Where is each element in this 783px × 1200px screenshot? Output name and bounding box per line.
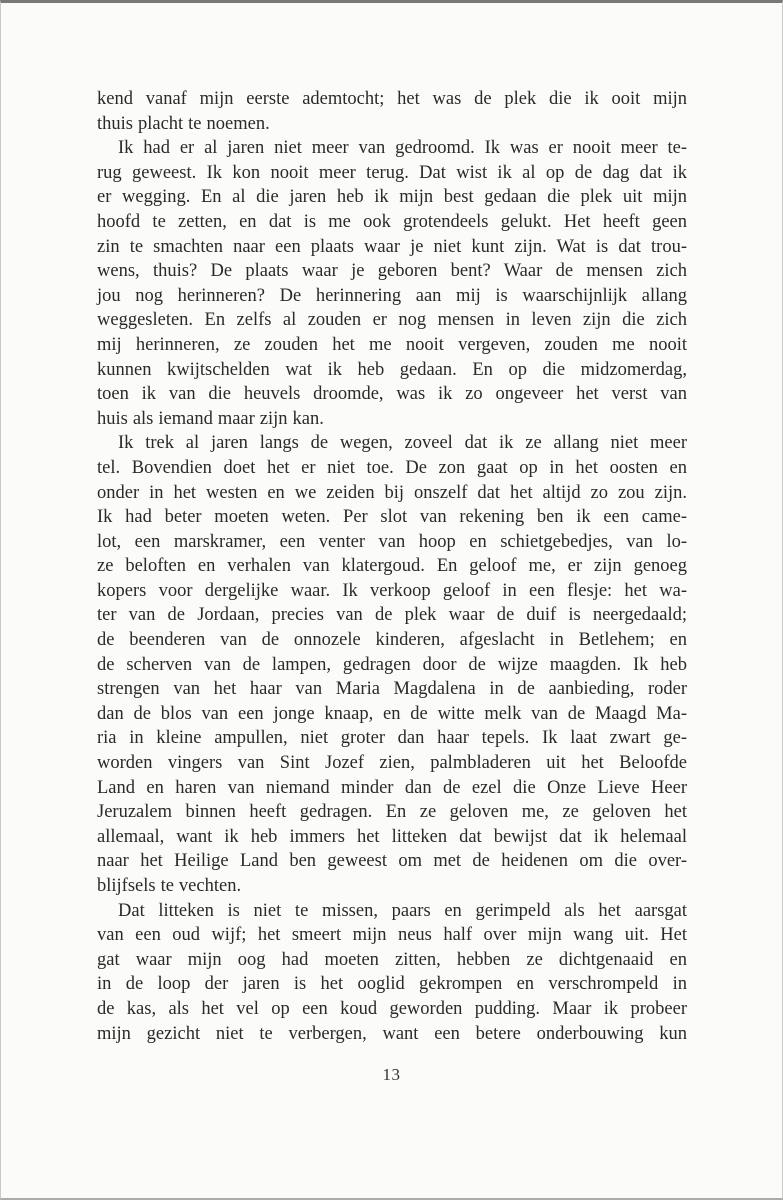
text-line: tel. Bovendien doet het er niet toe. De zon gaat op in het oosten en bbox=[97, 457, 687, 478]
text-line: Ik had er al jaren niet meer van gedroomd. Ik was er nooit meer te- bbox=[118, 138, 687, 159]
text-line: Dat litteken is niet te missen, paars en gerimpeld als het aarsgat bbox=[118, 900, 687, 921]
text-line: in de loop der jaren is het ooglid gekrompen en verschrompeld in bbox=[97, 974, 687, 995]
paragraph bbox=[97, 87, 687, 136]
text-line: toen ik van die heuvels droomde, was ik zo ongeveer het verst van bbox=[97, 384, 687, 405]
text-line: ze beloften en verhalen van klatergoud. En geloof me, er zijn genoeg bbox=[97, 556, 687, 577]
page-number: 13 bbox=[382, 1065, 401, 1084]
text-line: jou nog herinneren? De herinnering aan mij is waarschijnlijk allang bbox=[97, 285, 687, 306]
text-line: zin te smachten naar een plaats waar je niet kunt zijn. Wat is dat trou- bbox=[97, 236, 687, 257]
text-line: gat waar mijn oog had moeten zitten, hebben ze dichtgenaaid en bbox=[97, 949, 687, 970]
text-line: mijn gezicht niet te verbergen, want een betere onderbouwing kun bbox=[97, 1023, 687, 1044]
text-line: kunnen kwijtschelden wat ik heb gedaan. En op die midzomerdag, bbox=[97, 359, 687, 380]
text-line: Jeruzalem binnen heeft gedragen. En ze geloven me, ze geloven het bbox=[97, 802, 687, 823]
text-line: blijfsels te vechten. bbox=[97, 876, 242, 896]
text-line: de scherven van de lampen, gedragen door de wijze maagden. Ik heb bbox=[97, 654, 687, 675]
text-line: kend vanaf mijn eerste ademtocht; het was de plek die ik ooit mijn bbox=[97, 89, 687, 109]
text-line: Land en haren van niemand minder dan de ezel die Onze Lieve Heer bbox=[97, 777, 687, 798]
text-line: de beenderen van de onnozele kinderen, afgeslacht in Betlehem; en bbox=[97, 630, 687, 651]
text-line: weggesleten. En zelfs al zouden er nog mensen in leven zijn die zich bbox=[97, 310, 687, 331]
text-line: hoofd te zetten, en dat is me ook grotendeels gelukt. Het heeft geen bbox=[97, 211, 687, 232]
text-line: mij herinneren, ze zouden het me nooit vergeven, zouden me nooit bbox=[97, 334, 687, 355]
paragraph bbox=[97, 431, 687, 898]
text-line: Ik had beter moeten weten. Per slot van rekening ben ik een came- bbox=[97, 507, 687, 528]
text-line: wens, thuis? De plaats waar je geboren bent? Waar de mensen zich bbox=[97, 261, 687, 282]
text-line: allemaal, want ik heb immers het litteken dat bewijst dat ik helemaal bbox=[97, 826, 687, 847]
text-line: kopers voor dergelijke waar. Ik verkoop geloof in een flesje: het wa- bbox=[97, 580, 687, 601]
text-line: lot, een marskramer, een venter van hoop en schietgebedjes, van lo- bbox=[97, 531, 687, 552]
text-line: ter van de Jordaan, precies van de plek waar de duif is neergedaald; bbox=[97, 605, 687, 626]
text-line: de kas, als het vel op een koud geworden pudding. Maar ik probeer bbox=[97, 998, 687, 1019]
text-line: ria in kleine ampullen, niet groter dan haar tepels. Ik laat zwart ge- bbox=[97, 728, 687, 749]
text-line: huis als iemand maar zijn kan. bbox=[97, 408, 324, 429]
text-line: onder in het westen en we zeiden bij onszelf dat het altijd zo zou zijn. bbox=[97, 482, 687, 503]
text-line: thuis placht te noemen. bbox=[97, 113, 270, 134]
paragraph bbox=[97, 136, 687, 431]
text-block bbox=[97, 87, 687, 1046]
text-line: strengen van het haar van Maria Magdalena in de aanbieding, roder bbox=[97, 679, 687, 700]
text-line: worden vingers van Sint Jozef zien, palmbladeren uit het Beloofde bbox=[97, 753, 687, 774]
text-line: Ik trek al jaren langs de wegen, zoveel dat ik ze allang niet meer bbox=[118, 433, 687, 454]
text-line: dan de blos van een jonge knaap, en de witte melk van de Maagd Ma- bbox=[97, 703, 687, 724]
paragraph bbox=[97, 899, 687, 1047]
text-line: er wegging. En al die jaren heb ik mijn best gedaan die plek uit mijn bbox=[97, 187, 687, 208]
text-line: van een oud wijf; het smeert mijn neus half over mijn wang uit. Het bbox=[97, 925, 687, 946]
text-line: rug geweest. Ik kon nooit meer terug. Dat wist ik al op de dag dat ik bbox=[97, 162, 687, 183]
text-line: naar het Heilige Land ben geweest om met de heidenen om die over- bbox=[97, 851, 687, 872]
